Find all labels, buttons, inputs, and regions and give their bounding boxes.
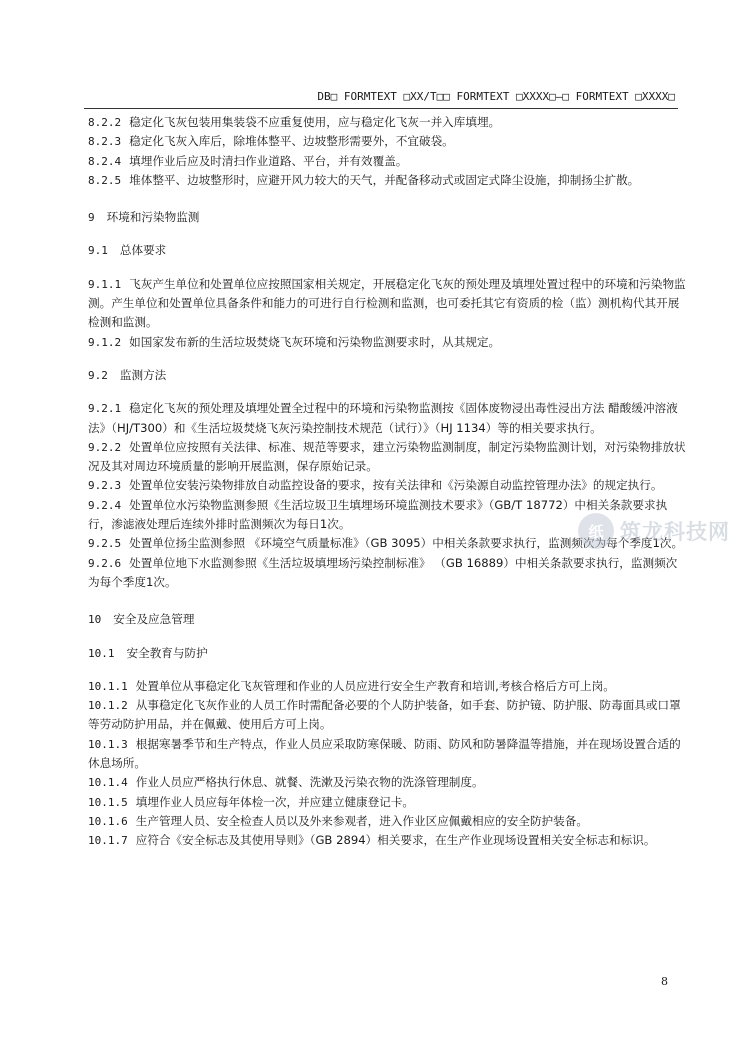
clause-text: 处置单位地下水监测参照《生活垃圾填埋场污染控制标准》 （GB 16889）中相关条款要求执行，监测频次为每个季度1次。 (88, 555, 678, 589)
section-heading (88, 644, 686, 663)
clause-number: 10.1.6 (88, 814, 128, 828)
clause-number: 9.1.2 (88, 335, 122, 349)
clause-paragraph (88, 152, 686, 171)
clause-text: 应符合《安全标志及其使用导则》（GB 2894）相关要求，在生产作业现场设置相关安全标志和标识。 (135, 833, 656, 848)
clause-number: 9.2 (88, 368, 108, 382)
clause-text: 稳定化飞灰的预处理及填埋处置全过程中的环境和污染物监测按《固体废物浸出毒性浸出方法 醋酸缓冲溶液法》（HJ/T300）和《生活垃圾焚烧飞灰污染控制技术规范（试行）》（HJ 1134）等的相关要求执行。 (88, 401, 678, 435)
clause-paragraph (88, 476, 686, 495)
clause-text: 稳定化飞灰入库后，除堆体整平、边坡整形需要外，不宜破袋。 (129, 134, 454, 149)
clause-text: 如国家发布新的生活垃圾焚烧飞灰环境和污染物监测要求时，从其规定。 (129, 334, 501, 349)
clause-text: 处置单位扬尘监测参照 《环境空气质量标准》（GB 3095）中相关条款要求执行，监测频次为每个季度1次。 (129, 536, 684, 551)
section-spacer (88, 352, 686, 366)
clause-number: 9.2.6 (88, 556, 122, 570)
clause-text: 监测方法 (119, 367, 167, 382)
clause-number: 10 (88, 613, 102, 627)
section-heading (88, 208, 686, 227)
section-spacer (88, 630, 686, 644)
clause-paragraph (88, 696, 686, 735)
clause-text: 填埋作业人员应每年体检一次，并应建立健康登记卡。 (135, 794, 415, 809)
clause-paragraph (88, 677, 686, 696)
clause-number: 8.2.3 (88, 135, 122, 149)
clause-paragraph (88, 812, 686, 831)
clause-paragraph (88, 735, 686, 774)
section-spacer (88, 190, 686, 208)
clause-number: 8.2.5 (88, 173, 122, 187)
watermark-text: 筑龙科技网 (620, 520, 730, 544)
clause-number: 10.1.5 (88, 795, 128, 809)
clause-text: 根据寒暑季节和生产特点，作业人员应采取防寒保暖、防雨、防风和防暑降温等措施，并在现场设置合适的休息场所。 (88, 736, 681, 771)
clause-text: 飞灰产生单位和处置单位应按照国家相关规定，开展稳定化飞灰的预处理及填埋处置过程中的环境和污染物监测。产生单位和处置单位具备条件和能力的可进行自行检测和监测，也可委托其它有资质的检（监）测机构代其开展检测和监测。 (88, 276, 686, 330)
clause-text: 填埋作业后应及时清扫作业道路、平台，并有效覆盖。 (129, 153, 408, 168)
clause-number: 9.2.3 (88, 479, 122, 493)
section-heading (88, 610, 686, 629)
section-spacer (88, 592, 686, 610)
clause-paragraph (88, 113, 686, 132)
clause-paragraph (88, 554, 686, 593)
clause-number: 9.2.5 (88, 537, 122, 551)
clause-text: 总体要求 (119, 243, 167, 258)
header-divider (84, 108, 678, 109)
clause-number: 10.1.3 (88, 737, 128, 751)
section-spacer (88, 385, 686, 399)
clause-number: 9.2.4 (88, 498, 122, 512)
watermark-logo-icon: 纸 (578, 513, 614, 549)
section-spacer (88, 227, 686, 241)
clause-paragraph (88, 773, 686, 792)
clause-number: 9.2.2 (88, 440, 122, 454)
clause-text: 安全及应急管理 (113, 612, 195, 627)
clause-text: 堆体整平、边坡整形时，应避开风力较大的天气，并配备移动式或固定式降尘设施，抑制扬尘扩散。 (129, 172, 640, 187)
section-heading (88, 241, 686, 260)
page-number: 8 (661, 975, 668, 988)
clause-paragraph (88, 333, 686, 352)
clause-number: 10.1.7 (88, 834, 128, 848)
clause-number: 9.1.1 (88, 277, 122, 291)
clause-text: 生产管理人员、安全检查人员以及外来参观者，进入作业区应佩戴相应的安全防护装备。 (135, 813, 588, 828)
document-body (88, 113, 686, 851)
clause-number: 10.1.2 (88, 699, 128, 713)
clause-text: 稳定化飞灰包装用集装袋不应重复使用，应与稳定化飞灰一并入库填埋。 (129, 115, 501, 129)
clause-text: 安全教育与防护 (126, 645, 208, 660)
clause-text: 处置单位应按照有关法律、标准、规范等要求，建立污染物监测制度，制定污染物监测计划，对污染物排放状况及其对周边环境质量的影响开展监测，保存原始记录。 (88, 439, 686, 474)
clause-text: 环境和污染物监测 (106, 210, 200, 225)
clause-number: 9.1 (88, 244, 108, 258)
document-header: DB□ FORMTEXT □XX/T□□ FORMTEXT □XXXX□—□ FORMTEXT □XXXX□ (317, 90, 675, 103)
clause-number: 9.2.1 (88, 402, 122, 416)
clause-number: 8.2.4 (88, 154, 122, 168)
clause-paragraph (88, 275, 686, 333)
clause-paragraph (88, 831, 686, 850)
clause-number: 9 (88, 211, 95, 225)
clause-paragraph (88, 793, 686, 812)
section-heading (88, 366, 686, 385)
clause-paragraph (88, 399, 686, 438)
clause-paragraph (88, 171, 686, 190)
clause-text: 从事稳定化飞灰作业的人员工作时需配备必要的个人防护装备，如手套、防护镜、防护服、防毒面具或口罩等劳动防护用品，并在佩戴、使用后方可上岗。 (88, 698, 681, 732)
clause-text: 作业人员应严格执行休息、就餐、洗漱及污染衣物的洗涤管理制度。 (135, 775, 484, 790)
clause-number: 8.2.2 (88, 116, 122, 129)
clause-paragraph (88, 132, 686, 151)
clause-paragraph (88, 438, 686, 477)
section-spacer (88, 663, 686, 677)
clause-number: 10.1 (88, 646, 115, 660)
clause-text: 处置单位水污染物监测参照《生活垃圾卫生填埋场环境监测技术要求》（GB/T 18772）中相关条款要求执行，渗滤液处理后连续外排时监测频次为每日1次。 (88, 497, 668, 532)
clause-number: 10.1.4 (88, 776, 128, 790)
clause-number: 10.1.1 (88, 679, 128, 693)
watermark (578, 508, 740, 554)
clause-text: 处置单位安装污染物排放自动监控设备的要求，按有关法律和《污染源自动监控管理办法》的规定执行。 (129, 478, 663, 493)
clause-text: 处置单位从事稳定化飞灰管理和作业的人员应进行安全生产教育和培训,考核合格后方可上岗。 (135, 678, 615, 693)
section-spacer (88, 261, 686, 275)
